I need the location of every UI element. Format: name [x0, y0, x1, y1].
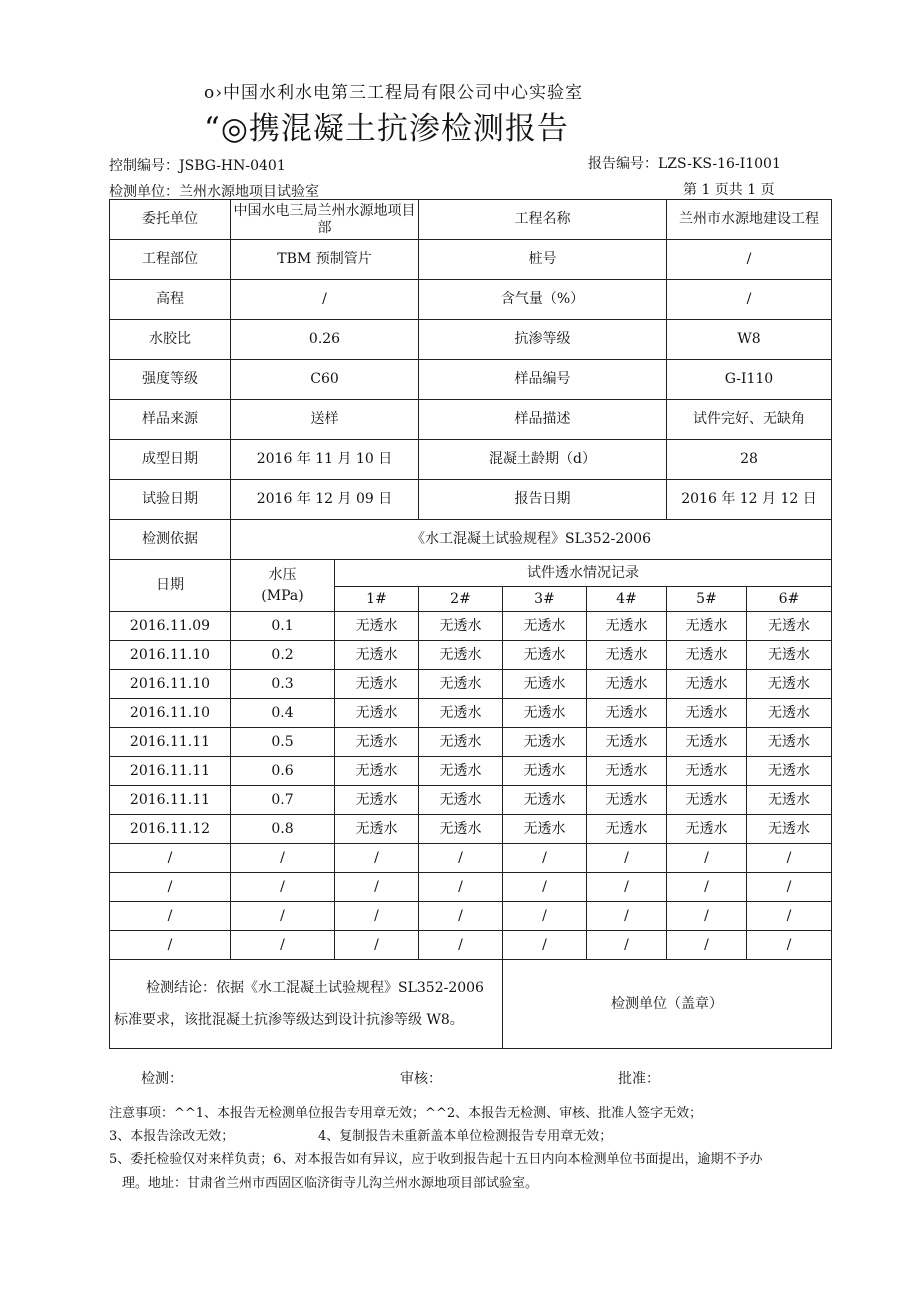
- pressure-header: [231, 560, 335, 612]
- water-pressure: /: [231, 931, 335, 960]
- reviewer-signature: 审核：: [400, 1071, 442, 1087]
- info-label: 报告日期: [419, 480, 667, 520]
- info-value: TBM 预制管片: [231, 240, 419, 280]
- pressure-header-unit: (MPa): [261, 587, 304, 604]
- seepage-result: /: [747, 873, 832, 902]
- seepage-result: 无透水: [587, 728, 667, 757]
- pressure-header-label: 水压: [268, 567, 297, 584]
- seepage-result: /: [419, 931, 503, 960]
- seepage-result: 无透水: [419, 641, 503, 670]
- seepage-result: 无透水: [747, 699, 832, 728]
- seepage-result: /: [335, 873, 419, 902]
- seepage-result: 无透水: [503, 757, 587, 786]
- seepage-result: 无透水: [587, 815, 667, 844]
- seepage-result: 无透水: [503, 670, 587, 699]
- seepage-result: /: [667, 844, 747, 873]
- record-header: 试件透水情况记录: [335, 560, 832, 587]
- note-line-2: 3、本报告涂改无效；: [109, 1129, 235, 1144]
- seepage-result: /: [419, 873, 503, 902]
- info-row: [110, 240, 832, 280]
- seepage-result: 无透水: [503, 612, 587, 641]
- report-table: [109, 199, 832, 1049]
- info-row: [110, 480, 832, 520]
- water-pressure: 0.2: [231, 641, 335, 670]
- report-title: “◎携混凝土抗渗检测报告: [204, 111, 569, 147]
- seepage-result: 无透水: [335, 786, 419, 815]
- water-pressure: /: [231, 873, 335, 902]
- info-value: 试件完好、无缺角: [667, 400, 832, 440]
- water-pressure: 0.7: [231, 786, 335, 815]
- info-row: [110, 280, 832, 320]
- table-row: [110, 728, 832, 757]
- specimen-header: 1#: [335, 587, 419, 612]
- test-date: /: [110, 931, 231, 960]
- info-label: 混凝土龄期（d）: [419, 440, 667, 480]
- water-pressure: 0.1: [231, 612, 335, 641]
- table-row: [110, 699, 832, 728]
- seepage-result: 无透水: [587, 641, 667, 670]
- table-row: [110, 815, 832, 844]
- info-label: 样品描述: [419, 400, 667, 440]
- tester-signature: 检测：: [141, 1071, 183, 1087]
- info-value: 兰州市水源地建设工程: [667, 200, 832, 240]
- info-label: 强度等级: [110, 360, 231, 400]
- info-value: C60: [231, 360, 419, 400]
- water-pressure: /: [231, 844, 335, 873]
- stamp-label: 检测单位（盖章）: [503, 960, 832, 1049]
- info-value: /: [667, 280, 832, 320]
- specimen-header: 2#: [419, 587, 503, 612]
- note-line-3: 4、复制报告未重新盖本单位检测报告专用章无效；: [318, 1129, 613, 1144]
- seepage-result: 无透水: [335, 728, 419, 757]
- basis-label: 检测依据: [110, 520, 231, 560]
- control-number: 控制编号：JSBG-HN-0401: [109, 158, 286, 174]
- seepage-result: 无透水: [335, 699, 419, 728]
- page-indicator: 第 1 页共 1 页: [683, 182, 775, 198]
- seepage-result: /: [503, 902, 587, 931]
- seepage-result: 无透水: [667, 612, 747, 641]
- info-row: [110, 440, 832, 480]
- info-value: 2016 年 11 月 10 日: [231, 440, 419, 480]
- table-row: [110, 873, 832, 902]
- info-label: 桩号: [419, 240, 667, 280]
- test-unit: 检测单位：兰州水源地项目试验室: [109, 184, 319, 200]
- table-row: [110, 641, 832, 670]
- seepage-result: 无透水: [335, 670, 419, 699]
- info-row: [110, 320, 832, 360]
- note-line-1: 注意事项：^^1、本报告无检测单位报告专用章无效；^^2、本报告无检测、审核、批准人签字无效；: [109, 1106, 703, 1121]
- test-date: 2016.11.11: [110, 757, 231, 786]
- info-label: 样品编号: [419, 360, 667, 400]
- seepage-result: 无透水: [747, 641, 832, 670]
- test-date: 2016.11.10: [110, 670, 231, 699]
- info-value: 2016 年 12 月 09 日: [231, 480, 419, 520]
- seepage-result: 无透水: [667, 757, 747, 786]
- table-row: [110, 786, 832, 815]
- info-value: 中国水电三局兰州水源地项目部: [231, 200, 419, 240]
- seepage-result: /: [667, 931, 747, 960]
- info-value: /: [667, 240, 832, 280]
- seepage-result: 无透水: [587, 757, 667, 786]
- conclusion-text: [110, 960, 503, 1049]
- seepage-result: 无透水: [419, 757, 503, 786]
- conclusion-body: 检测结论：依据《水工混凝土试验规程》SL352-2006 标准要求，该批混凝土抗渗等级达到设计抗渗等级 W8。: [114, 980, 484, 1028]
- info-row: [110, 400, 832, 440]
- note-line-4: 5、委托检验仅对来样负责；6、对本报告如有异议，应于收到报告起十五日内向本检测单位书面提出，逾期不予办: [109, 1152, 763, 1167]
- seepage-result: 无透水: [667, 641, 747, 670]
- info-row: [110, 360, 832, 400]
- seepage-result: 无透水: [503, 699, 587, 728]
- seepage-result: /: [747, 844, 832, 873]
- test-date: 2016.11.10: [110, 641, 231, 670]
- info-value: W8: [667, 320, 832, 360]
- table-row: [110, 670, 832, 699]
- seepage-result: /: [747, 902, 832, 931]
- test-date: /: [110, 844, 231, 873]
- approver-signature: 批准：: [618, 1071, 660, 1087]
- water-pressure: 0.3: [231, 670, 335, 699]
- seepage-result: 无透水: [503, 641, 587, 670]
- seepage-result: /: [503, 844, 587, 873]
- seepage-result: 无透水: [419, 786, 503, 815]
- seepage-result: 无透水: [503, 728, 587, 757]
- info-label: 样品来源: [110, 400, 231, 440]
- seepage-result: /: [587, 902, 667, 931]
- table-row: [110, 612, 832, 641]
- water-pressure: 0.5: [231, 728, 335, 757]
- info-label: 含气量（%）: [419, 280, 667, 320]
- seepage-result: 无透水: [747, 815, 832, 844]
- water-pressure: /: [231, 902, 335, 931]
- seepage-result: /: [419, 844, 503, 873]
- water-pressure: 0.4: [231, 699, 335, 728]
- seepage-result: 无透水: [419, 815, 503, 844]
- info-value: 28: [667, 440, 832, 480]
- test-date: 2016.11.10: [110, 699, 231, 728]
- seepage-result: 无透水: [667, 728, 747, 757]
- date-header: 日期: [110, 560, 231, 612]
- specimen-header: 3#: [503, 587, 587, 612]
- table-row: [110, 757, 832, 786]
- seepage-result: /: [503, 931, 587, 960]
- seepage-result: 无透水: [587, 786, 667, 815]
- seepage-result: /: [335, 931, 419, 960]
- seepage-result: 无透水: [667, 670, 747, 699]
- seepage-result: 无透水: [587, 670, 667, 699]
- info-value: 送样: [231, 400, 419, 440]
- info-label: 试验日期: [110, 480, 231, 520]
- info-label: 工程名称: [419, 200, 667, 240]
- report-number: 报告编号：LZS-KS-16-I1001: [588, 156, 781, 172]
- seepage-result: /: [667, 873, 747, 902]
- seepage-result: 无透水: [419, 699, 503, 728]
- seepage-result: /: [335, 902, 419, 931]
- table-row: [110, 902, 832, 931]
- seepage-result: 无透水: [667, 786, 747, 815]
- info-label: 委托单位: [110, 200, 231, 240]
- seepage-result: 无透水: [747, 757, 832, 786]
- seepage-result: /: [587, 931, 667, 960]
- seepage-result: /: [747, 931, 832, 960]
- test-date: 2016.11.11: [110, 786, 231, 815]
- seepage-result: /: [667, 902, 747, 931]
- specimen-header: 4#: [587, 587, 667, 612]
- test-date: /: [110, 902, 231, 931]
- seepage-result: /: [587, 873, 667, 902]
- water-pressure: 0.6: [231, 757, 335, 786]
- seepage-result: /: [503, 873, 587, 902]
- info-value: 0.26: [231, 320, 419, 360]
- seepage-result: /: [335, 844, 419, 873]
- info-value: G-I110: [667, 360, 832, 400]
- test-date: 2016.11.11: [110, 728, 231, 757]
- seepage-result: 无透水: [667, 815, 747, 844]
- water-pressure: 0.8: [231, 815, 335, 844]
- basis-value: 《水工混凝土试验规程》SL352-2006: [231, 520, 832, 560]
- seepage-result: 无透水: [747, 612, 832, 641]
- info-label: 抗渗等级: [419, 320, 667, 360]
- seepage-result: 无透水: [747, 786, 832, 815]
- organization-name: o›中国水利水电第三工程局有限公司中心实验室: [204, 83, 584, 103]
- seepage-result: 无透水: [335, 757, 419, 786]
- seepage-result: 无透水: [335, 612, 419, 641]
- seepage-result: 无透水: [335, 815, 419, 844]
- info-value: /: [231, 280, 419, 320]
- seepage-result: 无透水: [419, 728, 503, 757]
- seepage-result: 无透水: [419, 612, 503, 641]
- specimen-header: 5#: [667, 587, 747, 612]
- seepage-result: /: [419, 902, 503, 931]
- seepage-result: 无透水: [747, 670, 832, 699]
- specimen-header: 6#: [747, 587, 832, 612]
- info-label: 工程部位: [110, 240, 231, 280]
- seepage-result: /: [587, 844, 667, 873]
- seepage-result: 无透水: [503, 815, 587, 844]
- seepage-result: 无透水: [587, 699, 667, 728]
- seepage-result: 无透水: [419, 670, 503, 699]
- test-date: /: [110, 873, 231, 902]
- info-row: [110, 200, 832, 240]
- table-row: [110, 931, 832, 960]
- seepage-result: 无透水: [667, 699, 747, 728]
- seepage-result: 无透水: [335, 641, 419, 670]
- seepage-result: 无透水: [587, 612, 667, 641]
- test-date: 2016.11.12: [110, 815, 231, 844]
- info-value: 2016 年 12 月 12 日: [667, 480, 832, 520]
- seepage-result: 无透水: [503, 786, 587, 815]
- test-date: 2016.11.09: [110, 612, 231, 641]
- info-label: 成型日期: [110, 440, 231, 480]
- note-line-5: 理。地址：甘肃省兰州市西固区临济街寺儿沟兰州水源地项目部试验室。: [122, 1176, 539, 1191]
- info-label: 水胶比: [110, 320, 231, 360]
- table-row: [110, 844, 832, 873]
- info-label: 高程: [110, 280, 231, 320]
- seepage-result: 无透水: [747, 728, 832, 757]
